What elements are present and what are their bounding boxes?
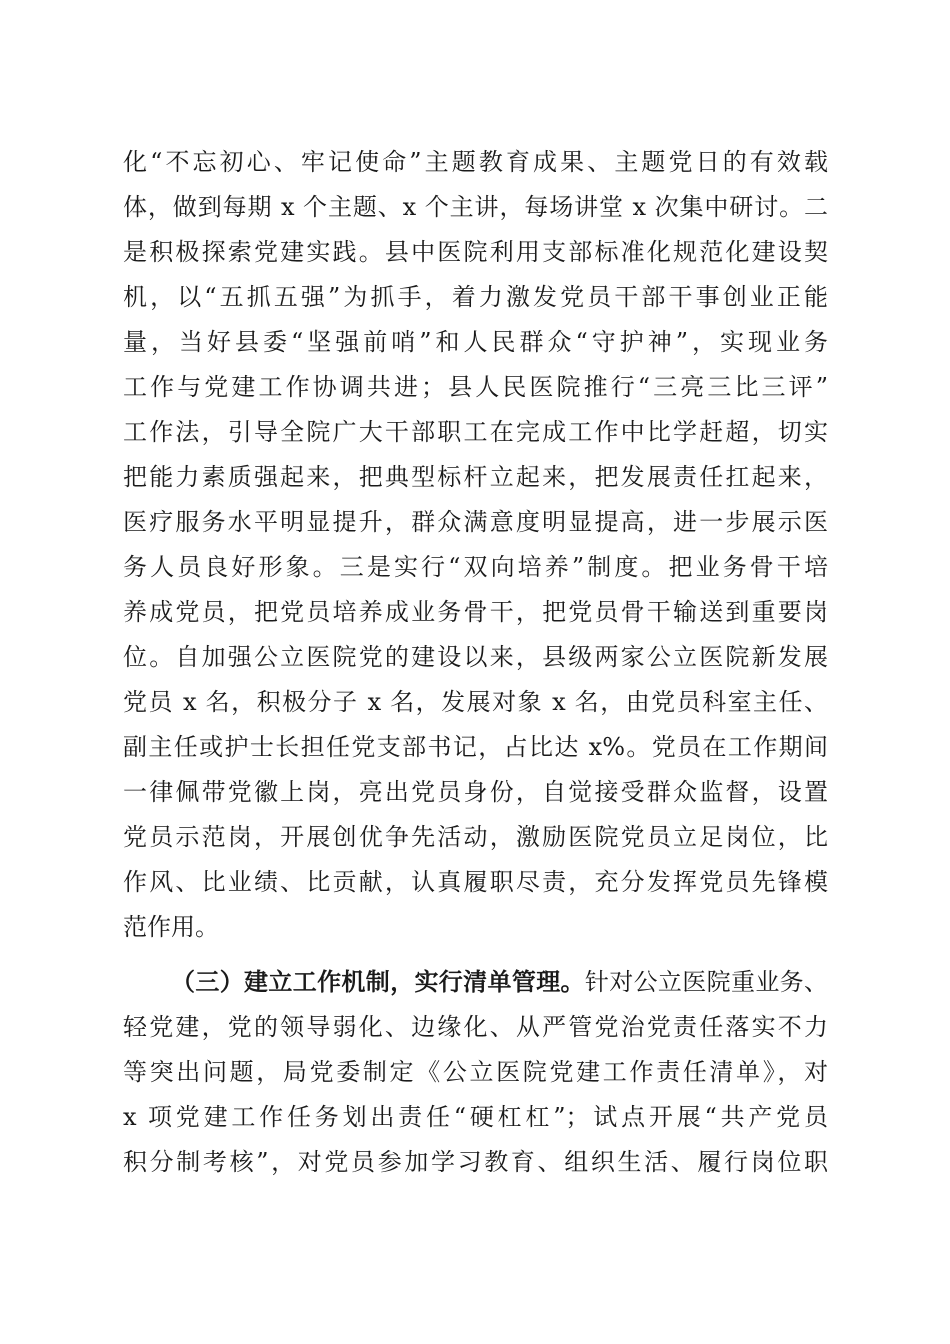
paragraph1-line: 副主任或护士长担任党支部书记，占比达 x%。党员在工作期间	[123, 733, 828, 761]
paragraph1-line: 养成党员，把党员培养成业务骨干，把党员骨干输送到重要岗	[123, 598, 828, 626]
section-heading: （三）建立工作机制，实行清单管理。	[171, 967, 585, 996]
paragraph1-line: 党员示范岗，开展创优争先活动，激励医院党员立足岗位，比	[123, 823, 828, 851]
paragraph1-line: 范作用。	[123, 913, 219, 941]
paragraph1-line: 体，做到每期 x 个主题、x 个主讲，每场讲堂 x 次集中研讨。二	[123, 193, 828, 221]
paragraph1-line: 作风、比业绩、比贡献，认真履职尽责，充分发挥党员先锋模	[123, 868, 828, 896]
paragraph2-line: 积分制考核”，对党员参加学习教育、组织生活、履行岗位职	[123, 1148, 828, 1176]
paragraph1-line: 工作法，引导全院广大干部职工在完成工作中比学赶超，切实	[123, 418, 828, 446]
paragraph1-line: 工作与党建工作协调共进；县人民医院推行“三亮三比三评”	[123, 373, 828, 401]
paragraph2-first-line-text: 针对公立医院重业务、	[584, 968, 829, 996]
paragraph2-line: 等突出问题，局党委制定《公立医院党建工作责任清单》，对	[123, 1058, 828, 1086]
paragraph1-line: 一律佩带党徽上岗，亮出党员身份，自觉接受群众监督，设置	[123, 778, 828, 806]
paragraph1-line: 把能力素质强起来，把典型标杆立起来，把发展责任扛起来，	[123, 463, 828, 491]
paragraph1-line: 量，当好县委“坚强前哨”和人民群众“守护神”，实现业务	[123, 328, 828, 356]
paragraph1-line: 位。自加强公立医院党的建设以来，县级两家公立医院新发展	[123, 643, 828, 671]
paragraph1-line: 机，以“五抓五强”为抓手，着力激发党员干部干事创业正能	[123, 283, 828, 311]
paragraph2-first-line	[171, 960, 828, 1004]
paragraph2-line: 轻党建，党的领导弱化、边缘化、从严管党治党责任落实不力	[123, 1013, 828, 1041]
paragraph1-line: 党员 x 名，积极分子 x 名，发展对象 x 名，由党员科室主任、	[123, 688, 828, 716]
paragraph1-line: 医疗服务水平明显提升，群众满意度明显提高，进一步展示医	[123, 508, 828, 536]
paragraph1-line: 化“不忘初心、牢记使命”主题教育成果、主题党日的有效载	[123, 148, 828, 176]
paragraph1-line: 务人员良好形象。三是实行“双向培养”制度。把业务骨干培	[123, 553, 828, 581]
paragraph1-line: 是积极探索党建实践。县中医院利用支部标准化规范化建设契	[123, 238, 828, 266]
paragraph2-line: x 项党建工作任务划出责任“硬杠杠”；试点开展“共产党员	[123, 1103, 828, 1131]
